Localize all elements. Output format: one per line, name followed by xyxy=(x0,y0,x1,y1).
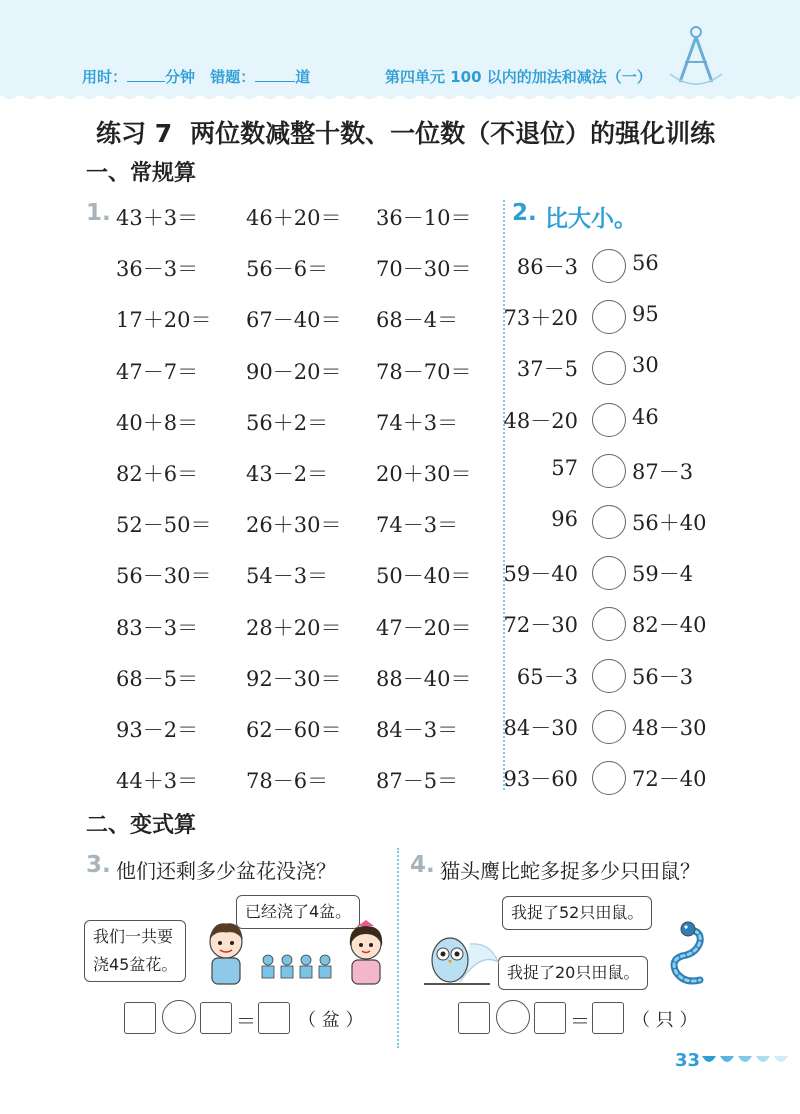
boy-bubble-line-1: 我们一共要 xyxy=(93,927,174,946)
compare-circle[interactable] xyxy=(592,249,626,283)
compare-right: 30 xyxy=(632,353,659,378)
compare-left: 72－30 xyxy=(503,613,578,638)
compare-right: 56 xyxy=(632,251,659,275)
compare-left: 93－60 xyxy=(503,767,578,791)
equation-c2-r1: 46＋20＝ xyxy=(246,206,342,230)
snake-speech-bubble: 我捉了20只田鼠。 xyxy=(498,956,648,990)
equation-c2-r12: 78－6＝ xyxy=(246,769,329,794)
time-field xyxy=(82,66,310,87)
equation-c1-r12: 44＋3＝ xyxy=(116,769,199,794)
equation-c2-r4: 90－20＝ xyxy=(246,359,342,384)
equation-c1-r4: 47－7＝ xyxy=(116,359,199,384)
compare-right: 82－40 xyxy=(632,613,707,638)
equation-c2-r8: 54－3＝ xyxy=(246,564,329,589)
boy-speech-bubble xyxy=(84,920,186,982)
equation-c2-r5: 56＋2＝ xyxy=(246,410,329,435)
q3-answer-box-1[interactable] xyxy=(124,1002,156,1034)
compare-right: 95 xyxy=(632,302,659,327)
header-wave xyxy=(0,86,800,106)
time-blank[interactable] xyxy=(127,67,165,82)
question-3-number: 3. xyxy=(86,852,111,878)
q4-result-box[interactable] xyxy=(592,1002,624,1034)
question-4-number: 4. xyxy=(410,852,435,878)
error-label: 错题： xyxy=(210,68,256,86)
compare-left: 86－3 xyxy=(516,255,578,279)
compare-left: 57 xyxy=(551,455,578,480)
snake-illustration xyxy=(666,920,710,990)
compare-circle[interactable] xyxy=(592,403,626,437)
section-1-heading: 一、常规算 xyxy=(86,161,197,186)
compare-right: 46 xyxy=(632,404,659,429)
equation-c3-r7: 74－3＝ xyxy=(376,513,459,538)
equation-c1-r9: 83－3＝ xyxy=(116,615,199,640)
q3-answer-box-2[interactable] xyxy=(200,1002,232,1034)
equation-c2-r2: 56－6＝ xyxy=(246,257,329,282)
error-unit: 道 xyxy=(295,68,311,86)
equation-c3-r11: 84－3＝ xyxy=(376,718,459,742)
compare-circle[interactable] xyxy=(592,351,626,385)
q4-equals-sign: ＝ xyxy=(570,1009,590,1033)
compare-circle[interactable] xyxy=(592,556,626,590)
question-4-text: 猫头鹰比蛇多捉多少只田鼠？ xyxy=(440,859,700,883)
question-2-title: 比大小。 xyxy=(545,206,637,232)
equation-c3-r10: 88－40＝ xyxy=(376,666,472,691)
compass-icon xyxy=(668,24,724,86)
q3-operator-circle[interactable] xyxy=(162,1000,196,1034)
equation-c2-r9: 28＋20＝ xyxy=(246,615,342,640)
compare-left: 65－3 xyxy=(516,664,578,689)
page-title xyxy=(96,114,715,150)
q4-unit: （ 只 ） xyxy=(632,1010,698,1031)
equation-c3-r2: 70－30＝ xyxy=(376,257,472,282)
q3-result-box[interactable] xyxy=(258,1002,290,1034)
equation-c3-r6: 20＋30＝ xyxy=(376,462,472,486)
compare-right: 56－3 xyxy=(632,664,694,689)
compare-right: 48－30 xyxy=(632,715,707,740)
compare-right: 59－4 xyxy=(632,562,694,587)
equation-c1-r5: 40＋8＝ xyxy=(116,410,199,435)
boy-illustration xyxy=(196,920,256,988)
q3-equals-sign: ＝ xyxy=(236,1009,256,1033)
equation-c3-r1: 36－10＝ xyxy=(376,206,472,230)
q3-unit: （ 盆 ） xyxy=(298,1010,364,1031)
equation-c2-r7: 26＋30＝ xyxy=(246,513,342,538)
equation-c1-r1: 43＋3＝ xyxy=(116,206,199,230)
exercise-number: 练习 7 xyxy=(96,119,173,148)
girl-speech-bubble: 已经浇了4盆。 xyxy=(236,895,360,929)
equation-c1-r6: 82＋6＝ xyxy=(116,462,199,486)
column-divider xyxy=(503,200,505,790)
compare-right: 56＋40 xyxy=(632,511,707,535)
time-unit: 分钟 xyxy=(165,68,196,86)
equation-c3-r9: 47－20＝ xyxy=(376,615,472,640)
error-blank[interactable] xyxy=(255,67,295,82)
owl-speech-bubble: 我捉了52只田鼠。 xyxy=(502,896,652,930)
q4-operator-circle[interactable] xyxy=(496,1000,530,1034)
question-2-number: 2. xyxy=(512,200,537,226)
equation-c3-r8: 50－40＝ xyxy=(376,564,472,589)
compare-circle[interactable] xyxy=(592,761,626,795)
compare-left: 37－5 xyxy=(516,357,578,382)
compare-circle[interactable] xyxy=(592,300,626,334)
equation-c1-r10: 68－5＝ xyxy=(116,666,199,691)
equation-c1-r2: 36－3＝ xyxy=(116,257,199,282)
page-decoration-dots xyxy=(700,1054,792,1068)
equation-c2-r10: 92－30＝ xyxy=(246,666,342,691)
page-number: 33 xyxy=(675,1050,701,1071)
exercise-title: 两位数减整十数、一位数（不退位）的强化训练 xyxy=(190,119,716,148)
owl-illustration xyxy=(420,922,500,992)
equation-c1-r7: 52－50＝ xyxy=(116,513,212,538)
time-label: 用时： xyxy=(82,68,128,86)
equation-c1-r8: 56－30＝ xyxy=(116,564,212,589)
equation-c1-r3: 17＋20＝ xyxy=(116,308,212,333)
q4-answer-box-1[interactable] xyxy=(458,1002,490,1034)
compare-left: 96 xyxy=(551,507,578,531)
section-2-divider xyxy=(397,848,399,1048)
equation-c3-r3: 68－4＝ xyxy=(376,308,459,333)
compare-circle[interactable] xyxy=(592,607,626,641)
equation-c3-r12: 87－5＝ xyxy=(376,769,459,794)
girl-illustration xyxy=(338,920,394,988)
equation-c2-r11: 62－60＝ xyxy=(246,718,342,742)
compare-left: 48－20 xyxy=(503,408,578,433)
compare-circle[interactable] xyxy=(592,710,626,744)
compare-circle[interactable] xyxy=(592,505,626,539)
q4-answer-box-2[interactable] xyxy=(534,1002,566,1034)
compare-left: 59－40 xyxy=(503,562,578,587)
boy-bubble-line-2: 浇45盆花。 xyxy=(93,955,178,974)
compare-left: 73＋20 xyxy=(503,306,578,331)
flower-pots-illustration xyxy=(258,952,334,982)
compare-right: 72－40 xyxy=(632,767,707,791)
unit-title: 第四单元 100 以内的加法和减法（一） xyxy=(385,68,652,86)
equation-c1-r11: 93－2＝ xyxy=(116,718,199,742)
equation-c3-r4: 78－70＝ xyxy=(376,359,472,384)
question-1-number: 1. xyxy=(86,200,111,226)
compare-circle[interactable] xyxy=(592,659,626,693)
equation-c2-r6: 43－2＝ xyxy=(246,462,329,486)
equation-c2-r3: 67－40＝ xyxy=(246,308,342,333)
compare-circle[interactable] xyxy=(592,454,626,488)
equation-c3-r5: 74＋3＝ xyxy=(376,410,459,435)
section-2-heading: 二、变式算 xyxy=(86,813,197,838)
question-3-text: 他们还剩多少盆花没浇？ xyxy=(116,859,336,883)
compare-right: 87－3 xyxy=(632,459,694,484)
compare-left: 84－30 xyxy=(503,715,578,740)
